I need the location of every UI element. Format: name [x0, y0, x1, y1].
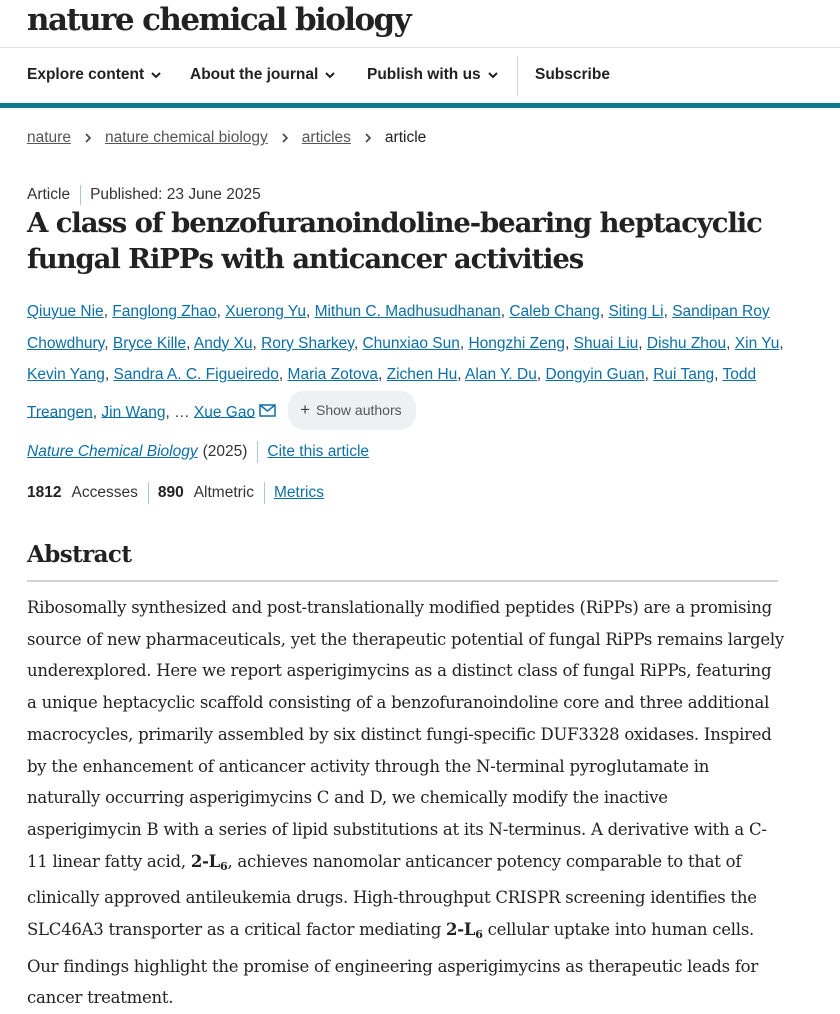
author-link[interactable]: Xin Yu: [734, 334, 780, 352]
citation-year: (2025): [202, 443, 248, 460]
subscribe-link[interactable]: [535, 66, 610, 84]
author-link[interactable]: Jin Wang: [101, 403, 166, 421]
author-link[interactable]: Dongyin Guan: [545, 366, 645, 383]
altmetric-label: Altmetric: [193, 484, 254, 501]
compound-label: 2-L: [190, 851, 221, 871]
author-link[interactable]: Zichen Hu: [386, 366, 458, 383]
cite-article-link[interactable]: Cite this article: [267, 443, 370, 460]
nav-label: Subscribe: [535, 66, 610, 83]
nav-label: Publish with us: [367, 66, 481, 83]
nav-publish-with-us[interactable]: [367, 66, 499, 84]
author-link[interactable]: Dishu Zhou: [646, 334, 727, 352]
abstract-part: , achieves nanomolar anticancer potency comparable to that of clinically approved antileukemia drugs. High-throughput CRISPR screening identifies the SLC46A3 transporter as a critical factor mediating: [27, 851, 757, 940]
author-list: Qiuyue Nie, Fanglong Zhao, Xuerong Yu, Mithun C. Madhusudhanan, Caleb Chang, Siting Li, Sandipan Roy Chowdhury, Bryce Kille, Andy Xu, Rory Sharkey, Chunxiao Sun, Hongzhi Zeng, Shuai Liu, Dishu Zhou, Xin Yu, Kevin Yang, Sandra A. C. Figueiredo, Maria Zotova, Zichen Hu, Alan Y. Du, Dongyin Guan, Rui Tang, Todd Treangen, Jin Wang, … Xue Gao + Show authors: [27, 296, 787, 430]
published-date: Published: 23 June 2025: [90, 186, 261, 203]
main-nav: [0, 48, 840, 108]
breadcrumb-articles[interactable]: articles: [301, 129, 351, 146]
metrics-link[interactable]: Metrics: [274, 484, 324, 501]
plus-icon: +: [300, 400, 311, 420]
article-metrics: [27, 482, 324, 504]
author-link[interactable]: Xuerong Yu: [225, 303, 306, 320]
nav-divider: [517, 56, 518, 96]
chevron-down-icon: [487, 69, 499, 81]
author-link[interactable]: Rui Tang: [653, 366, 715, 383]
author-link[interactable]: Caleb Chang: [509, 303, 600, 320]
author-link[interactable]: Bryce Kille: [112, 334, 187, 352]
author-link[interactable]: Shuai Liu: [573, 334, 639, 352]
compound-subscript: 6: [475, 928, 483, 942]
journal-logo[interactable]: nature chemical biology: [27, 2, 411, 38]
citation-divider: [257, 441, 258, 463]
abstract-heading: Abstract: [27, 541, 778, 582]
author-link[interactable]: Kevin Yang: [27, 366, 105, 383]
breadcrumb-current: article: [384, 129, 427, 146]
accesses-count: 1812: [27, 484, 62, 501]
chevron-right-icon: [363, 133, 373, 143]
nav-label: Explore content: [27, 66, 145, 83]
corresponding-author-link[interactable]: Xue Gao: [193, 403, 256, 421]
compound-name: [446, 920, 483, 942]
chevron-right-icon: [280, 133, 290, 143]
author-link[interactable]: Fanglong Zhao: [112, 303, 217, 320]
accesses-label: Accesses: [71, 484, 138, 501]
author-link[interactable]: Andy Xu: [193, 334, 253, 352]
compound-subscript: 6: [220, 859, 228, 873]
article-type: Article: [27, 186, 71, 203]
chevron-down-icon: [324, 69, 336, 81]
author-link[interactable]: Todd Treangen: [27, 366, 757, 421]
author-link[interactable]: Rory Sharkey: [261, 334, 354, 352]
abstract-part: cellular uptake into human cells. Our findings highlight the promise of engineering asperigimycins as therapeutic leads for cancer treatment.: [27, 920, 759, 1008]
nav-about-journal[interactable]: [190, 66, 336, 84]
metrics-divider: [148, 482, 149, 504]
abstract-part: Ribosomally synthesized and post-translationally modified peptides (RiPPs) are a promising source of new pharmaceuticals, yet the therapeutic potential of fungal RiPPs remains largely underexplored. Here we report asperigimycins as a distinct class of fungal RiPPs, featuring a unique heptacyclic scaffold consisting of a benzofuranoindoline core and three additional macrocycles, primarily assembled by six distinct fungi-specific DUF3328 oxidases. Inspired by the enhancement of anticancer activity through the N-terminal pyroglutamate in naturally occurring asperigimycins C and D, we chemically modify the inactive asperigimycin B with a series of lipid substitutions at its N-terminus. A derivative with a C-11 linear fatty acid,: [27, 598, 784, 871]
abstract-text: [27, 592, 785, 1014]
nav-explore-content[interactable]: [27, 66, 162, 84]
site-header: [0, 0, 840, 48]
compound-label: 2-L: [446, 920, 476, 940]
chevron-right-icon: [83, 133, 93, 143]
author-link[interactable]: Siting Li: [608, 303, 664, 320]
author-link[interactable]: Sandipan Roy Chowdhury: [27, 303, 770, 352]
mail-icon[interactable]: [259, 404, 276, 417]
chevron-down-icon: [150, 69, 162, 81]
author-link[interactable]: Hongzhi Zeng: [468, 334, 565, 352]
author-link[interactable]: Alan Y. Du: [465, 366, 537, 383]
breadcrumb: [27, 129, 426, 147]
meta-divider: [80, 185, 81, 205]
author-link[interactable]: Mithun C. Madhusudhanan: [314, 303, 501, 320]
author-link[interactable]: Chunxiao Sun: [362, 334, 460, 352]
journal-link[interactable]: Nature Chemical Biology: [27, 443, 198, 460]
author-link[interactable]: Maria Zotova: [287, 366, 378, 383]
breadcrumb-nature[interactable]: nature: [27, 129, 71, 146]
show-authors-button[interactable]: [288, 391, 416, 431]
altmetric-score: 890: [157, 484, 184, 501]
show-authors-label: Show authors: [316, 401, 402, 418]
citation-line: [27, 441, 369, 463]
metrics-divider: [264, 482, 265, 504]
breadcrumb-journal[interactable]: nature chemical biology: [104, 129, 268, 146]
article-title: A class of benzofuranoindoline-bearing heptacyclic fungal RiPPs with anticancer activities: [27, 207, 762, 275]
author-ellipsis: …: [174, 403, 190, 421]
article-meta: [27, 185, 261, 205]
compound-name: [191, 852, 228, 871]
nav-label: About the journal: [190, 66, 319, 83]
author-link[interactable]: Sandra A. C. Figueiredo: [113, 366, 279, 383]
author-link[interactable]: Qiuyue Nie: [27, 303, 104, 320]
